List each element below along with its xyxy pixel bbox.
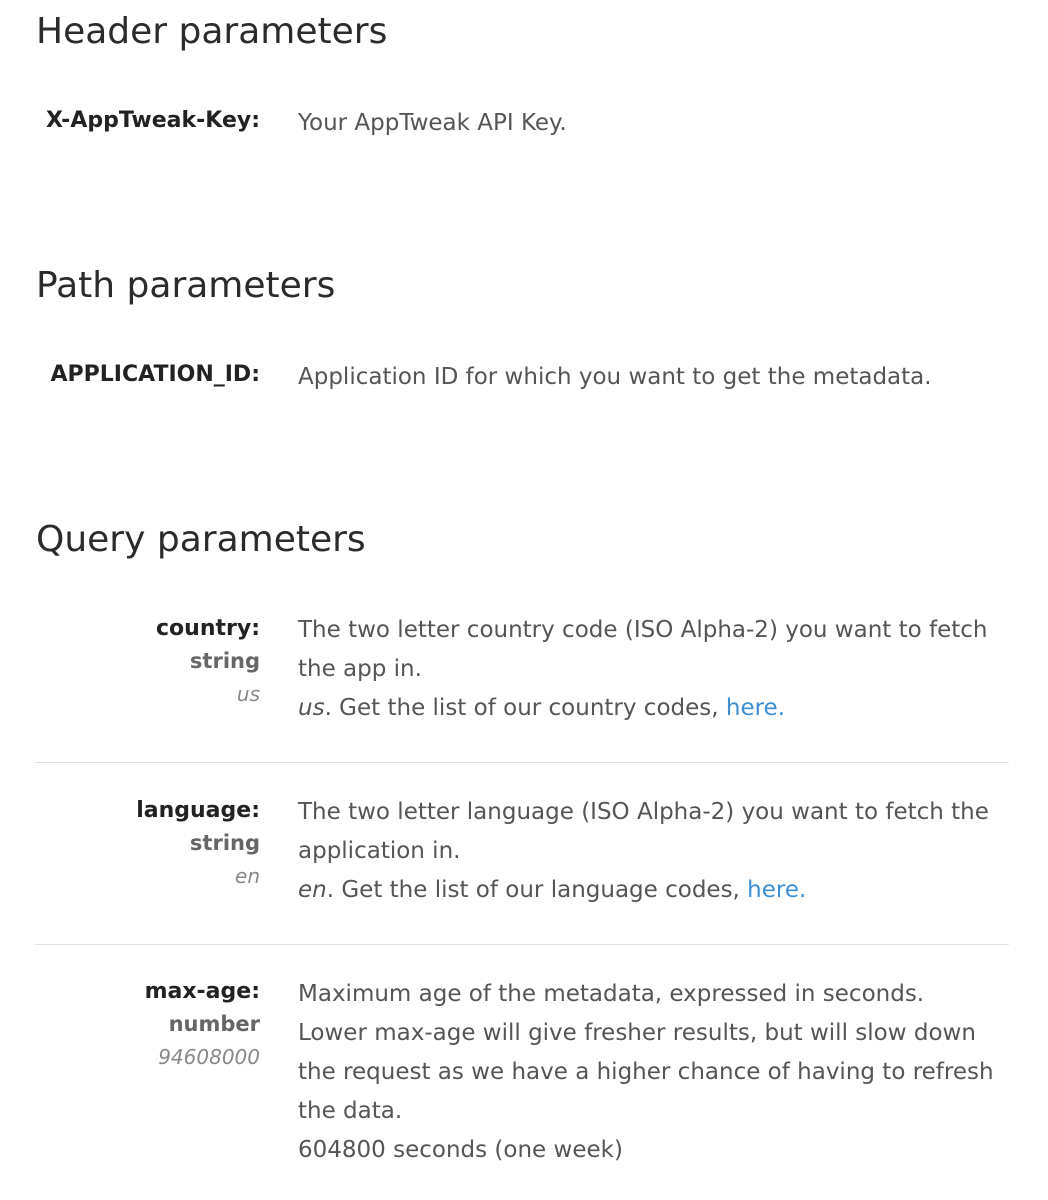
divider bbox=[35, 944, 1009, 945]
param-name-application-id: APPLICATION_ID: bbox=[50, 362, 260, 387]
param-desc-line: the app in. bbox=[298, 656, 422, 682]
param-desc-country bbox=[298, 611, 1010, 728]
default-value: us bbox=[298, 695, 325, 721]
country-codes-link[interactable]: here. bbox=[725, 695, 786, 721]
param-desc-line: application in. bbox=[298, 838, 461, 864]
param-default-note bbox=[298, 871, 1010, 910]
path-parameters-title: Path parameters bbox=[36, 265, 336, 306]
language-codes-link[interactable]: here. bbox=[747, 877, 807, 903]
param-desc-line: The two letter language (ISO Alpha-2) you want to fetch the bbox=[298, 799, 989, 825]
param-default-max-age: 94608000 bbox=[158, 1045, 260, 1069]
param-desc-line: Application ID for which you want to get the metadata. bbox=[298, 364, 932, 390]
param-desc-line: the data. bbox=[298, 1098, 403, 1124]
default-value: en bbox=[298, 877, 327, 903]
param-default-country: us bbox=[236, 682, 260, 706]
param-desc-max-age bbox=[298, 975, 1010, 1170]
query-parameters-title: Query parameters bbox=[36, 519, 366, 560]
param-name-language: language: bbox=[136, 798, 260, 823]
param-desc-application-id bbox=[298, 358, 1010, 397]
header-parameters-title: Header parameters bbox=[36, 11, 388, 52]
param-desc-line: The two letter country code (ISO Alpha-2) you want to fetch bbox=[298, 617, 988, 643]
param-type-language: string bbox=[189, 831, 260, 855]
param-default-language: en bbox=[235, 864, 260, 888]
param-name-country: country: bbox=[156, 616, 260, 641]
param-default-note bbox=[298, 689, 1010, 728]
param-name-max-age: max-age: bbox=[144, 979, 260, 1004]
param-desc-line: Lower max-age will give fresher results, but will slow down bbox=[298, 1020, 976, 1046]
param-type-country: string bbox=[189, 649, 260, 673]
note-text: . Get the list of our language codes, bbox=[326, 877, 748, 903]
param-type-max-age: number bbox=[168, 1012, 260, 1036]
param-name-x-apptweak-key: X-AppTweak-Key: bbox=[46, 108, 260, 133]
param-desc-line: 604800 seconds (one week) bbox=[298, 1137, 623, 1163]
param-desc-x-apptweak-key bbox=[298, 104, 1010, 143]
note-text: . Get the list of our country codes, bbox=[324, 695, 726, 721]
param-desc-language bbox=[298, 793, 1010, 910]
param-desc-line: Your AppTweak API Key. bbox=[298, 110, 567, 136]
param-desc-line: Maximum age of the metadata, expressed in seconds. bbox=[298, 981, 925, 1007]
divider bbox=[35, 762, 1009, 763]
param-desc-line: the request as we have a higher chance of having to refresh bbox=[298, 1059, 994, 1085]
